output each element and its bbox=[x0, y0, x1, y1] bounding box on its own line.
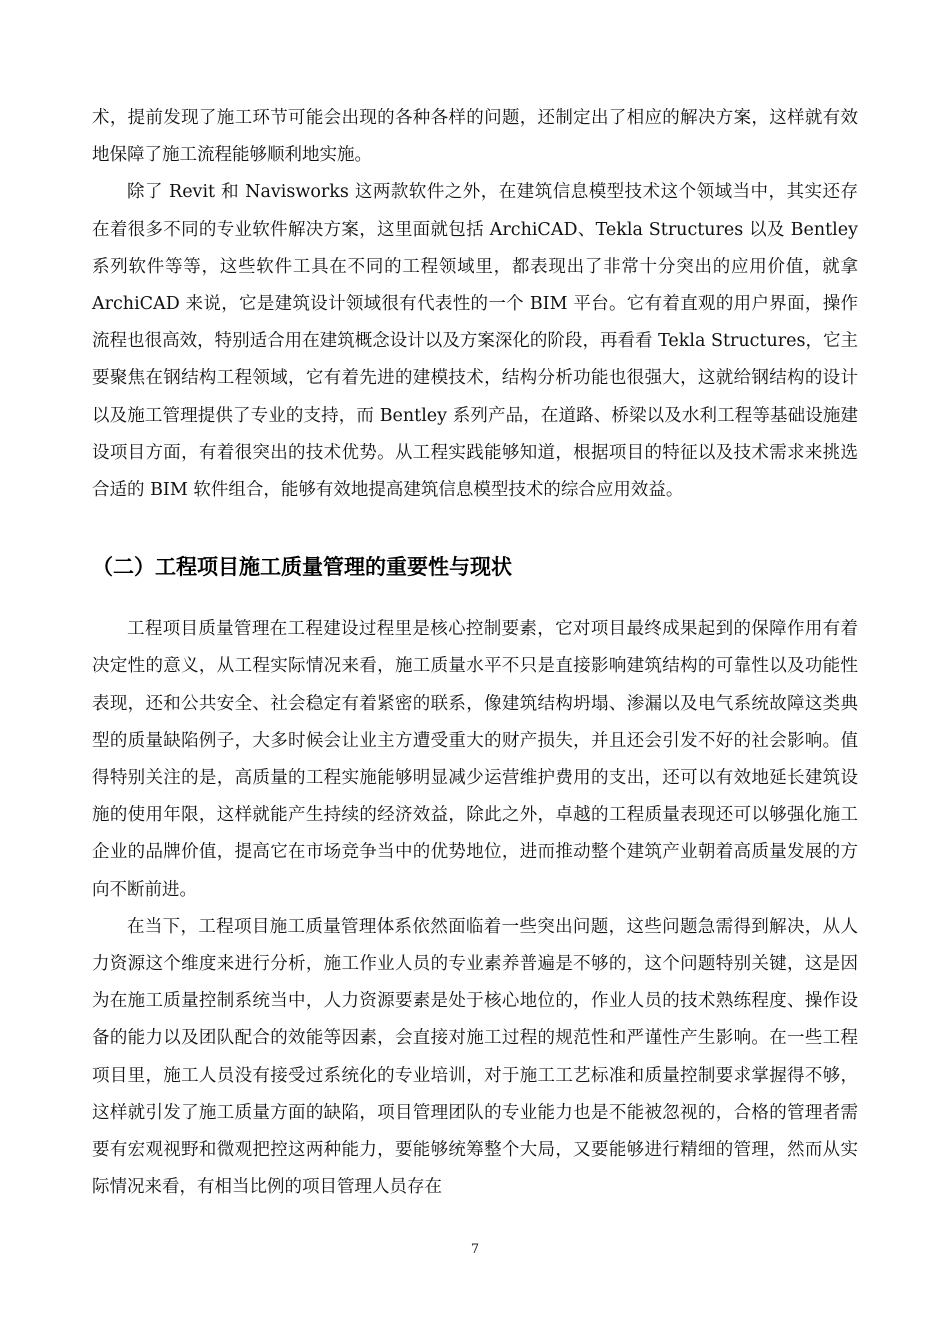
paragraph-continuation: 术，提前发现了施工环节可能会出现的各种各样的问题，还制定出了相应的解决方案，这样就有效地保障了施工流程能够顺利地实施。 bbox=[92, 108, 858, 166]
paragraph-bim-software: 除了 Revit 和 Navisworks 这两款软件之外，在建筑信息模型技术这个领域当中，其实还存在着很多不同的专业软件解决方案，这里面就包括 ArchiCAD、Tekla Structures 以及 Bentley 系列软件等等，这些软件工具在不同的工程领域里，都表现出了非常十分突出的应用价值，就拿 ArchiCAD 来说，它是建筑设计领域很有代表性的一个 BIM 平台。它有着直观的用户界面，操作流程也很高效，特别适合用在建筑概念设计以及方案深化的阶段，再看看 Tekla Structures，它主要聚焦在钢结构工程领域，它有着先进的建模技术，结构分析功能也很强大，这就给钢结构的设计以及施工管理提供了专业的支持，而 Bentley 系列产品，在道路、桥梁以及水利工程等基础设施建设项目方面，有着很突出的技术优势。从工程实践能够知道，根据项目的特征以及技术需求来挑选合适的 BIM 软件组合，能够有效地提高建筑信息模型技术的综合应用效益。 bbox=[92, 182, 858, 501]
section-heading: （二）工程项目施工质量管理的重要性与现状 bbox=[92, 555, 512, 580]
paragraph-quality-importance: 工程项目质量管理在工程建设过程里是核心控制要素，它对项目最终成果起到的保障作用有着决定性的意义，从工程实际情况来看，施工质量水平不只是直接影响建筑结构的可靠性以及功能性表现，还和公共安全、社会稳定有着紧密的联系，像建筑结构坍塌、渗漏以及电气系统故障这类典型的质量缺陷例子，大多时候会让业主方遭受重大的财产损失，并且还会引发不好的社会影响。值得特别关注的是，高质量的工程实施能够明显减少运营维护费用的支出，还可以有效地延长建筑设施的使用年限，这样就能产生持续的经济效益，除此之外，卓越的工程质量表现还可以够强化施工企业的品牌价值，提高它在市场竞争当中的优势地位，进而推动整个建筑产业朝着高质量发展的方向不断前进。 bbox=[92, 619, 858, 900]
page-number: 7 bbox=[470, 1242, 480, 1257]
paragraph-quality-status: 在当下，工程项目施工质量管理体系依然面临着一些突出问题，这些问题急需得到解决，从人力资源这个维度来进行分析，施工作业人员的专业素养普遍是不够的，这个问题特别关键，这是因为在施工质量控制系统当中，人力资源要素是处于核心地位的，作业人员的技术熟练程度、操作设备的能力以及团队配合的效能等因素，会直接对施工过程的规范性和严谨性产生影响。在一些工程项目里，施工人员没有接受过系统化的专业培训，对于施工工艺标准和质量控制要求掌握得不够，这样就引发了施工质量方面的缺陷，项目管理团队的专业能力也是不能被忽视的，合格的管理者需要有宏观视野和微观把控这两种能力，要能够统筹整个大局，又要能够进行精细的管理，然而从实际情况来看，有相当比例的项目管理人员存在 bbox=[92, 916, 858, 1198]
document-body bbox=[92, 100, 858, 1206]
